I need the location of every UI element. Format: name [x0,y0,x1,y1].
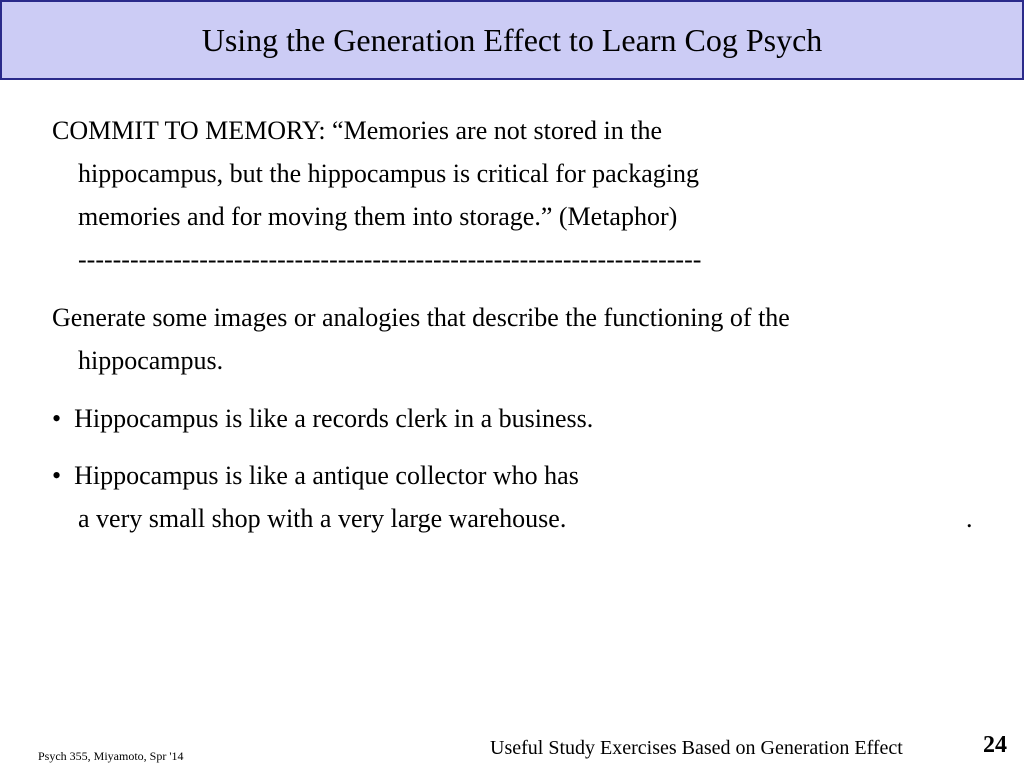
commit-line-2: hippocampus, but the hippocampus is critical for packaging [78,159,699,188]
bullet-item [52,397,593,440]
prompt-line-2: hippocampus. [78,346,224,375]
footer-course: Psych 355, Miyamoto, Spr '14 [38,749,184,763]
footer-subtitle: Useful Study Exercises Based on Generation Effect [490,737,903,759]
bullet-marker: • [52,404,62,433]
prompt-paragraph [52,296,790,382]
dashed-divider: ------------------------------------------------------------------------ [78,245,702,274]
commit-line-1: COMMIT TO MEMORY: “Memories are not stored in the [52,116,663,145]
commit-paragraph [52,109,701,281]
bullet-text: Hippocampus is like a records clerk in a business. [74,404,594,433]
prompt-line-1: Generate some images or analogies that describe the functioning of the [52,303,790,332]
commit-line-3: memories and for moving them into storage.” (Metaphor) [78,202,678,231]
bullet-continuation: a very small shop with a very large warehouse. [78,504,567,533]
page-number: 24 [983,732,1007,758]
slide-title: Using the Generation Effect to Learn Cog Psych [201,22,823,58]
title-bar [0,0,1024,80]
trailing-dot: . [966,504,973,533]
bullet-text: Hippocampus is like a antique collector who has [74,461,579,490]
bullet-item [52,454,579,540]
bullet-marker: • [52,461,62,490]
